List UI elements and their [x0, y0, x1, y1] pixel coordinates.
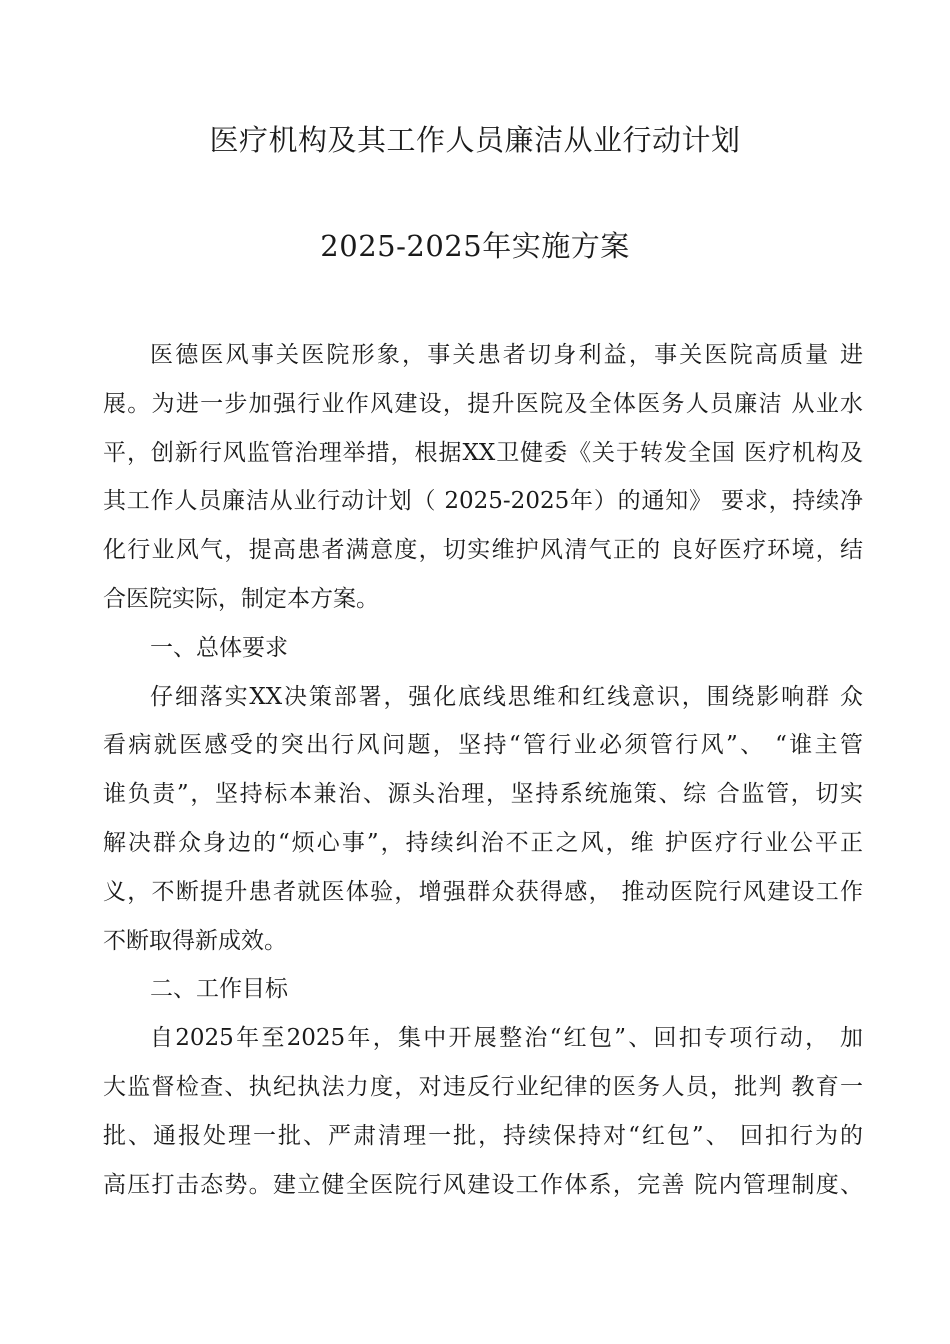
paragraph-line: 批、通报处理一批、严肃清理一批，持续保持对“红包”、 回扣行为的	[103, 1122, 863, 1149]
paragraph-line: 不断取得新成效。	[103, 927, 287, 954]
document-title: 医疗机构及其工作人员廉洁从业行动计划	[209, 123, 741, 157]
paragraph-line: 合医院实际，制定本方案。	[103, 585, 379, 612]
paragraph-line: 化行业风气，提高患者满意度，切实维护风清气正的 良好医疗环境，结	[103, 537, 863, 564]
paragraph-line: 仔细落实XX决策部署，强化底线思维和红线意识，围绕影响群 众	[150, 683, 863, 710]
paragraph-line: 义，不断提升患者就医体验，增强群众获得感， 推动医院行风建设工作	[103, 878, 863, 905]
paragraph-line: 自2025年至2025年，集中开展整治“红包”、回扣专项行动， 加	[150, 1025, 863, 1052]
paragraph-line: 解决群众身边的“烦心事”，持续纠治不正之风，维 护医疗行业公平正	[103, 829, 863, 856]
paragraph-line: 医德医风事关医院形象，事关患者切身利益，事关医院高质量 进	[150, 342, 863, 368]
section-heading: 二、工作目标	[150, 976, 288, 1003]
paragraph-line: 谁负责”，坚持标本兼治、源头治理，坚持系统施策、综 合监管，切实	[103, 781, 863, 808]
paragraph-line: 平，创新行风监管治理举措，根据XX卫健委《关于转发全国 医疗机构及	[103, 439, 863, 466]
document-body	[103, 331, 863, 1209]
document-subtitle: 2025-2025年实施方案	[320, 229, 630, 263]
paragraph-line: 看病就医感受的突出行风问题，坚持“管行业必须管行风”、 “谁主管	[103, 732, 863, 759]
paragraph-line: 大监督检查、执纪执法力度，对违反行业纪律的医务人员，批判 教育一	[103, 1073, 863, 1100]
paragraph-line: 展。为进一步加强行业作风建设，提升医院及全体医务人员廉洁 从业水	[103, 390, 863, 417]
paragraph-line: 其工作人员廉洁从业行动计划（ 2025-2025年）的通知》 要求，持续净	[103, 488, 863, 515]
section-heading: 一、总体要求	[150, 634, 288, 661]
paragraph-line: 高压打击态势。建立健全医院行风建设工作体系，完善 院内管理制度、	[103, 1171, 863, 1198]
